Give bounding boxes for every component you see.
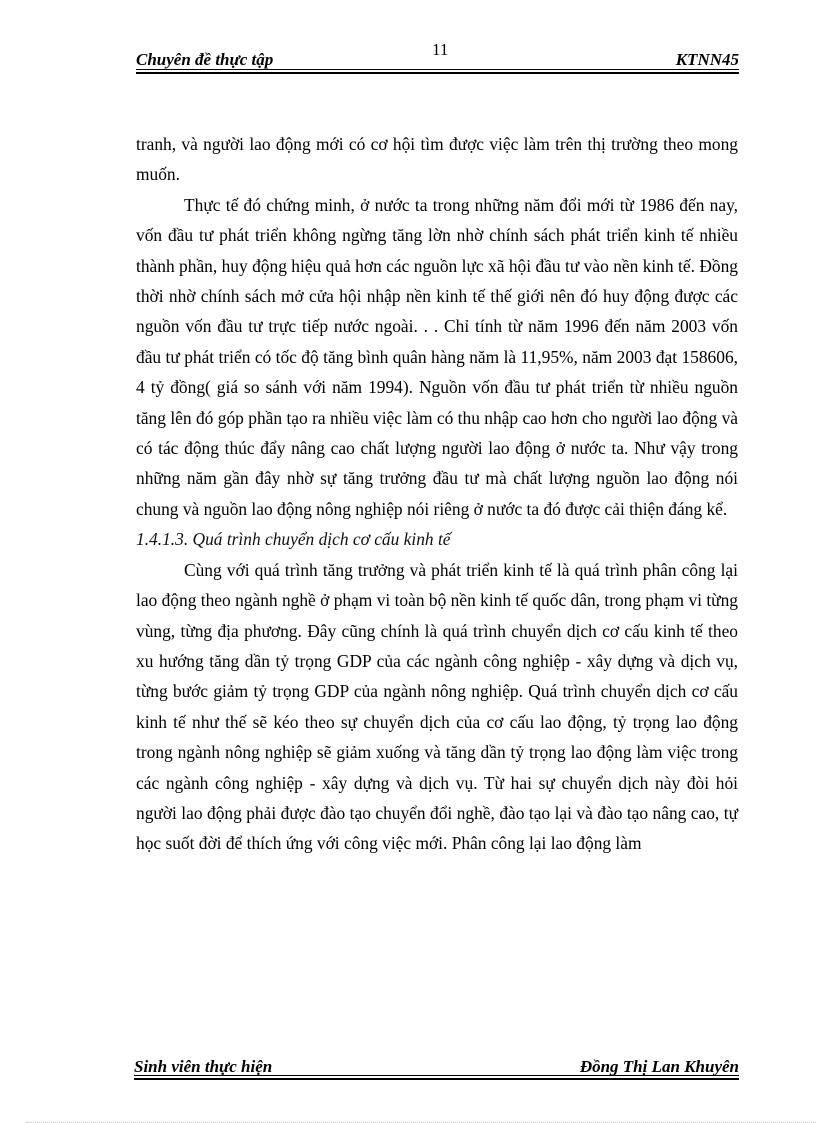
header-rule <box>136 69 739 70</box>
page-number: 11 <box>432 40 449 59</box>
paragraph-investment: Thực tế đó chứng minh, ở nước ta trong những năm đổi mới từ 1986 đến nay, vốn đầu tư phát triển không ngừng tăng lờn nhờ chính sách phát triển kinh tế nhiều thành phần, huy động hiệu quả hơn các nguồn lực xã hội đầu tư vào nền kinh tế. Đồng thời nhờ chính sách mở cửa hội nhập nền kinh tế thế giới nên đó huy động được các nguồn vốn đầu tư trực tiếp nước ngoài. . . Chỉ tính từ năm 1996 đến năm 2003 vốn đầu tư phát triển có tốc độ tăng bình quân hàng năm là 11,95%, năm 2003 đạt 158606, 4 tỷ đồng( giá so sánh với năm 1994). Nguồn vốn đầu tư phát triển từ nhiều nguồn tăng lên đó góp phần tạo ra nhiều việc làm có thu nhập cao hơn cho người lao động và có tác động thúc đẩy nâng cao chất lượng người lao động ở nước ta. Như vậy trong những năm gần đây nhờ sự tăng trưởng đầu tư mà chất lượng nguồn lao động nói chung và nguồn lao động nông nghiệp nói riêng ở nước ta đó được cải thiện đáng kể. <box>136 194 738 519</box>
page-footer <box>134 1055 739 1077</box>
page-header <box>136 40 739 70</box>
paragraph-structural-shift: Cùng với quá trình tăng trưởng và phát triển kinh tế là quá trình phân công lại lao động theo ngành nghề ở phạm vi toàn bộ nền kinh tế quốc dân, trong phạm vi từng vùng, từng địa phương. Đây cũng chính là quá trình chuyển dịch cơ cấu kinh tế theo xu hướng tăng dần tỷ trọng GDP của các ngành công nghiệp - xây dựng và dịch vụ, từng bước giảm tỷ trọng GDP của ngành nông nghiệp. Quá trình chuyển dịch cơ cấu kinh tế như thế sẽ kéo theo sự chuyển dịch của cơ cấu lao động, tỷ trọng lao động trong ngành nông nghiệp sẽ giảm xuống và tăng dần tỷ trọng lao động làm việc trong các ngành công nghiệp - xây dựng và dịch vụ. Từ hai sự chuyển dịch này đòi hỏi người lao động phải được đào tạo chuyển đổi nghề, đào tạo lại và đào tạo nâng cao, tự học suốt đời để thích ứng với công việc mới. Phân công lại lao động làm <box>136 559 738 854</box>
footer-author-label: Sinh viên thực hiện <box>134 1057 273 1076</box>
header-title: Chuyên đề thực tập <box>136 50 274 69</box>
footer-rule <box>134 1075 739 1076</box>
footer-rule-thick <box>134 1078 739 1080</box>
footer-author-name: Đồng Thị Lan Khuyên <box>579 1057 739 1076</box>
section-heading: 1.4.1.3. Quá trình chuyển dịch cơ cấu kinh tế <box>136 529 451 550</box>
paragraph-continuation: tranh, và người lao động mới có cơ hội tìm được việc làm trên thị trường theo mong muốn. <box>136 134 738 185</box>
header-code: KTNN45 <box>675 50 739 69</box>
header-rule-thick <box>136 72 739 74</box>
document-body <box>136 129 738 859</box>
